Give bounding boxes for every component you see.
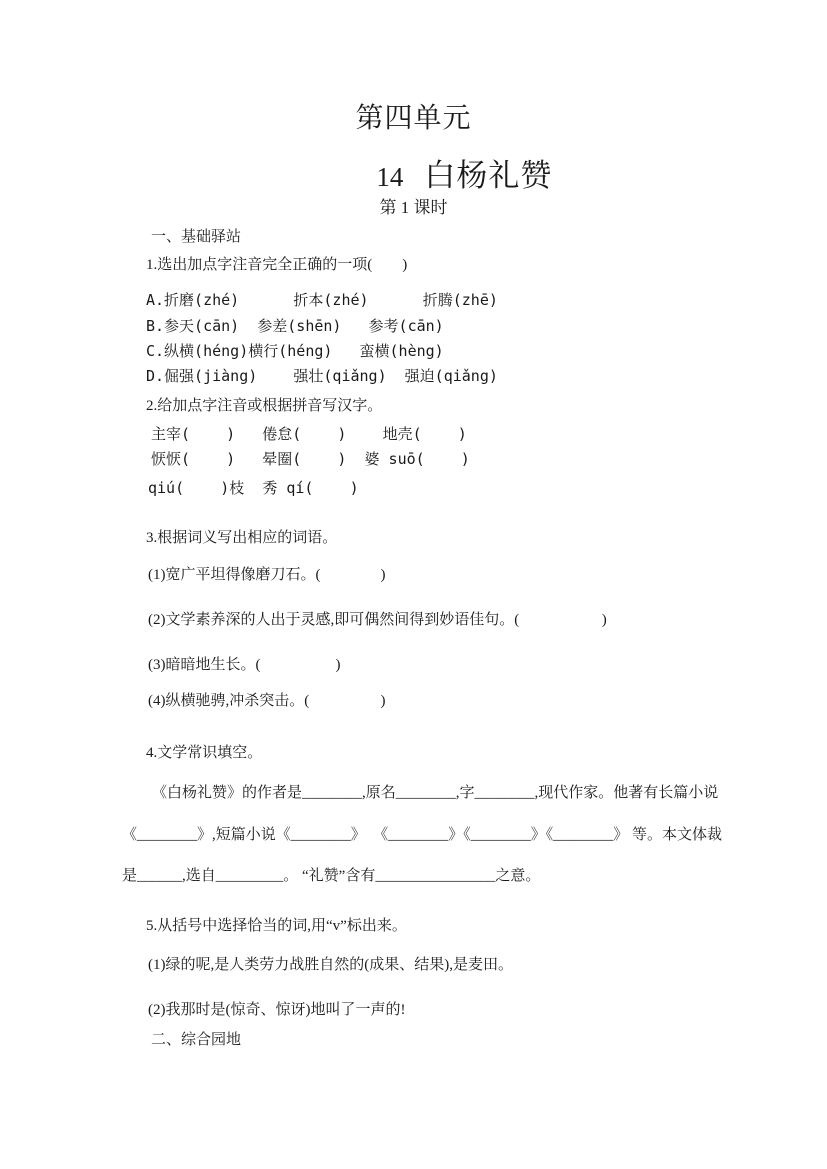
q3-item-2: (2)文学素养深的人出于灵感,即可偶然间得到妙语佳句。( ) [148, 612, 607, 628]
unit-heading: 第四单元 [355, 102, 472, 133]
session-heading: 第 1 课时 [379, 198, 448, 217]
q2-line-1: 主宰( ) 倦怠( ) 地壳( ) [151, 425, 467, 443]
part2-heading: 二、综合园地 [151, 1031, 242, 1048]
q2-line-2: 恹恹( ) 晕圈( ) 婆 suō( ) [151, 450, 470, 468]
part1-heading: 一、基础驿站 [151, 228, 242, 245]
q4-line-3: 是______,选自_________。 “礼赞”含有________________之意。 [122, 868, 541, 884]
q4-line-2: 《________》,短篇小说《________》 《________》《________》《________》 等。本文体裁 [122, 827, 723, 843]
lesson-number: 14 [376, 161, 404, 192]
q1-option-b: B.参天(cān) 参差(shēn) 参考(cān) [146, 317, 444, 335]
q1-option-a: A.折磨(zhé) 折本(zhé) 折腾(zhē) [146, 291, 498, 309]
q3-prompt: 3.根据词义写出相应的词语。 [146, 530, 338, 546]
q3-item-1: (1)宽广平坦得像磨刀石。( ) [148, 567, 386, 583]
q1-option-d: D.倔强(jiàng) 强壮(qiǎng) 强迫(qiǎng) [146, 367, 498, 385]
q5-item-2: (2)我那时是(惊奇、惊讶)地叫了一声的! [148, 1002, 406, 1018]
q4-line-1: 《白杨礼赞》的作者是________,原名________,字________,现代作家。他著有长篇小说 [152, 785, 719, 801]
q3-item-4: (4)纵横驰骋,冲杀突击。( ) [148, 693, 386, 709]
q4-prompt: 4.文学常识填空。 [146, 745, 263, 761]
q2-line-3: qiú( )枝 秀 qí( ) [148, 479, 359, 497]
q5-prompt: 5.从括号中选择恰当的词,用“v”标出来。 [146, 918, 407, 934]
q1-option-c: C.纵横(héng)横行(héng) 蛮横(hèng) [146, 342, 444, 360]
q3-item-3: (3)暗暗地生长。( ) [148, 657, 341, 673]
q2-prompt: 2.给加点字注音或根据拼音写汉字。 [146, 398, 383, 414]
lesson-title: 白杨礼赞 [424, 157, 553, 193]
q1-prompt: 1.选出加点字注音完全正确的一项( ) [146, 257, 408, 273]
q5-item-1: (1)绿的呢,是人类劳力战胜自然的(成果、结果),是麦田。 [148, 957, 513, 973]
